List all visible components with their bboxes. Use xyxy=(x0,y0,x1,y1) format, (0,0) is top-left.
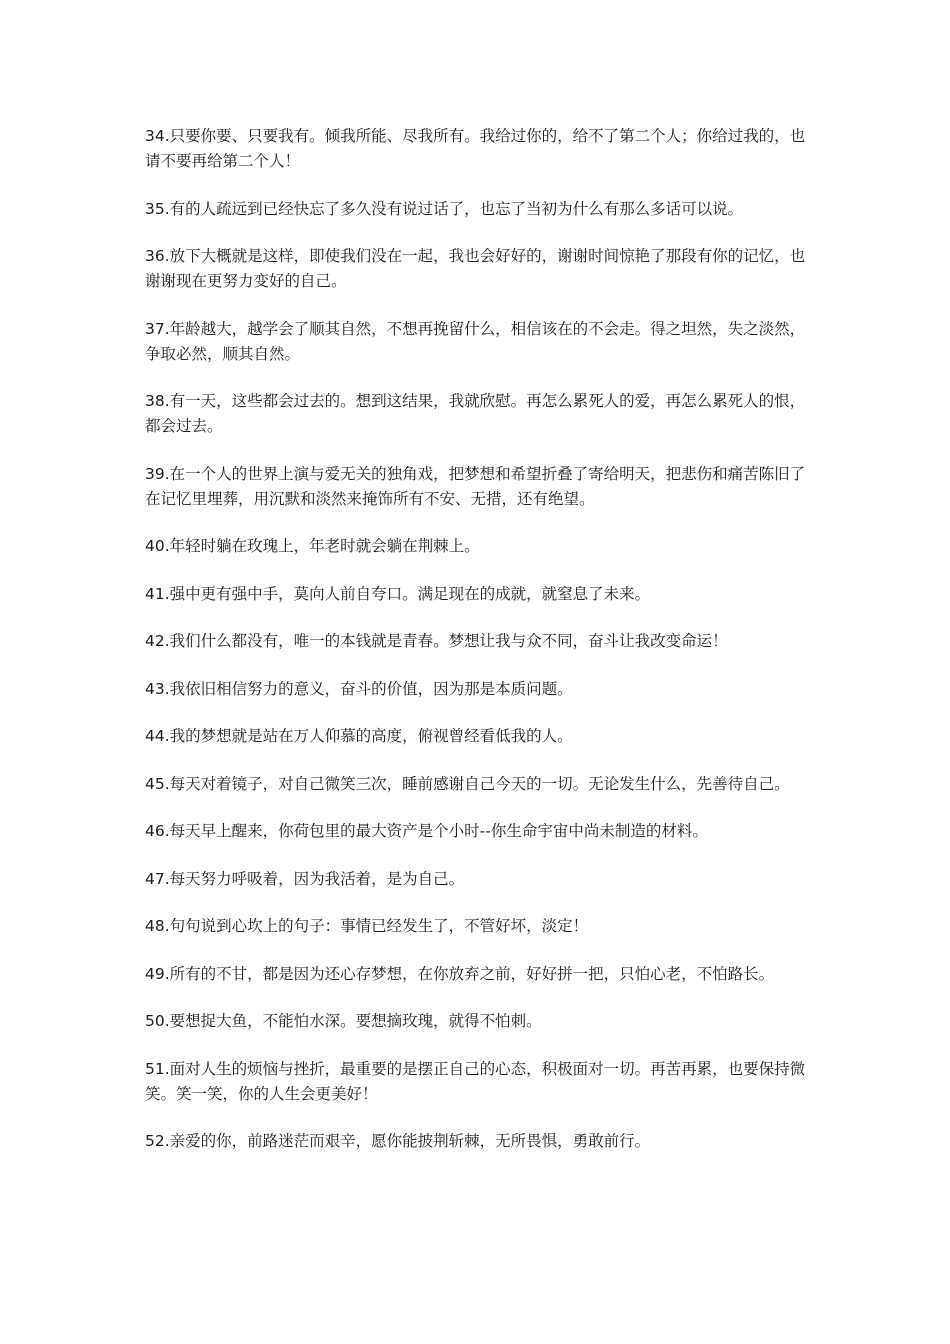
quote-item: 43.我依旧相信努力的意义，奋斗的价值，因为那是本质问题。 xyxy=(145,679,573,698)
quote-item: 38.有一天，这些都会过去的。想到这结果，我就欣慰。再怎么累死人的爱，再怎么累死人的恨，都会过去。 xyxy=(145,392,806,435)
quote-item: 34.只要你要、只要我有。倾我所能、尽我所有。我给过你的，给不了第二个人；你给过我的，也请不要再给第二个人！ xyxy=(145,127,806,170)
quote-item: 42.我们什么都没有，唯一的本钱就是青春。梦想让我与众不同，奋斗让我改变命运！ xyxy=(145,632,728,650)
quote-item: 40.年轻时躺在玫瑰上，年老时就会躺在荆棘上。 xyxy=(145,537,480,555)
quote-item: 39.在一个人的世界上演与爱无关的独角戏，把梦想和希望折叠了寄给明天，把悲伤和痛苦陈旧了在记忆里埋葬，用沉默和淡然来掩饰所有不安、无措，还有绝望。 xyxy=(145,464,806,508)
quote-item: 37.年龄越大，越学会了顺其自然，不想再挽留什么，相信该在的不会走。得之坦然，失之淡然，争取必然，顺其自然。 xyxy=(145,319,806,363)
document-page xyxy=(145,124,813,1177)
quote-item: 35.有的人疏远到已经快忘了多久没有说过话了，也忘了当初为什么有那么多话可以说。 xyxy=(145,199,744,218)
quote-item: 47.每天努力呼吸着，因为我活着，是为自己。 xyxy=(145,869,465,888)
quote-item: 45.每天对着镜子，对自己微笑三次，睡前感谢自己今天的一切。无论发生什么，先善待自己。 xyxy=(145,774,790,793)
quote-item: 49.所有的不甘，都是因为还心存梦想，在你放弃之前，好好拼一把，只怕心老，不怕路长。 xyxy=(145,964,775,983)
quote-item: 48.句句说到心坎上的句子：事情已经发生了，不管好坏，淡定！ xyxy=(145,917,589,935)
quote-item: 36.放下大概就是这样，即使我们没在一起，我也会好好的，谢谢时间惊艳了那段有你的记忆，也谢谢现在更努力变好的自己。 xyxy=(145,247,806,290)
quote-item: 46.每天早上醒来，你荷包里的最大资产是个小时--你生命宇宙中尚未制造的材料。 xyxy=(145,822,708,840)
quote-item: 41.强中更有强中手，莫向人前自夸口。满足现在的成就，就窒息了未来。 xyxy=(145,584,651,603)
quote-item: 44.我的梦想就是站在万人仰慕的高度，俯视曾经看低我的人。 xyxy=(145,727,573,745)
quote-item: 50.要想捉大鱼，不能怕水深。要想摘玫瑰，就得不怕刺。 xyxy=(145,1012,542,1030)
quote-item: 51.面对人生的烦恼与挫折，最重要的是摆正自己的心态，积极面对一切。再苦再累，也要保持微笑。笑一笑，你的人生会更美好！ xyxy=(145,1059,806,1103)
quote-item: 52.亲爱的你，前路迷茫而艰辛，愿你能披荆斩棘，无所畏惧，勇敢前行。 xyxy=(145,1132,651,1150)
